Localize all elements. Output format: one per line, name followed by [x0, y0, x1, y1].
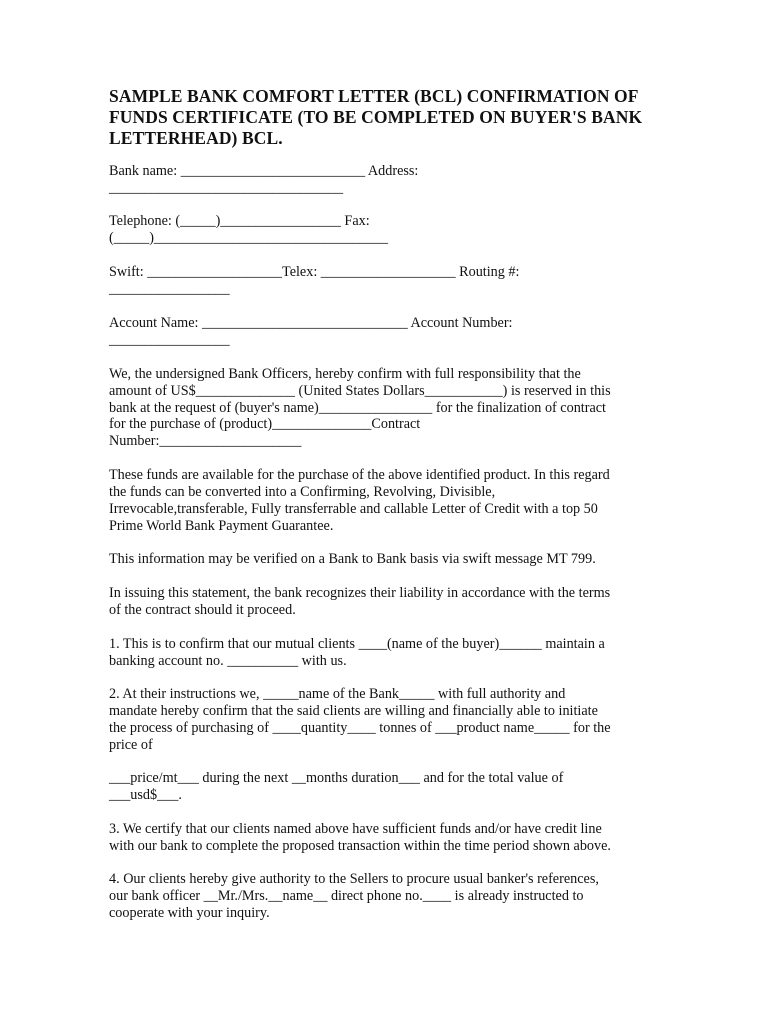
confirm-paragraph-line: We, the undersigned Bank Officers, hereby confirm with full responsibility that the: [109, 366, 581, 382]
item-2-line: price of: [109, 737, 153, 753]
routing-blank-line: _________________: [109, 281, 230, 297]
telephone-fax-line: Telephone: (_____)_________________ Fax:: [109, 213, 370, 229]
account-name-number-line: Account Name: _____________________________ Account Number:: [109, 315, 513, 331]
item-2-line: the process of purchasing of ____quantity____ tonnes of ___product name_____ for the: [109, 720, 611, 736]
confirm-paragraph-line: bank at the request of (buyer's name)________________ for the finalization of contract: [109, 400, 606, 416]
funds-paragraph-line: These funds are available for the purchase of the above identified product. In this regard: [109, 467, 610, 483]
confirm-paragraph-line: for the purchase of (product)______________Contract: [109, 416, 421, 432]
item-2-continued-line: ___usd$___.: [109, 787, 182, 803]
confirm-paragraph-line: Number:____________________: [109, 433, 302, 449]
funds-paragraph-line: Irrevocable,transferable, Fully transferrable and callable Letter of Credit with a top 50: [109, 501, 598, 517]
address-blank-line: _________________________________: [109, 180, 344, 196]
funds-paragraph-line: Prime World Bank Payment Guarantee.: [109, 518, 334, 534]
title-line: SAMPLE BANK COMFORT LETTER (BCL) CONFIRMATION OF: [109, 86, 639, 106]
item-4-line: 4. Our clients hereby give authority to the Sellers to procure usual banker's references,: [109, 871, 599, 887]
liability-paragraph-line: of the contract should it proceed.: [109, 602, 296, 618]
bank-name-address-line: Bank name: __________________________ Address:: [109, 163, 419, 179]
account-number-blank-line: _________________: [109, 332, 230, 348]
title-line: FUNDS CERTIFICATE (TO BE COMPLETED ON BUYER'S BANK: [109, 107, 643, 127]
liability-paragraph-line: In issuing this statement, the bank recognizes their liability in accordance with the terms: [109, 585, 611, 601]
item-2-line: mandate hereby confirm that the said clients are willing and financially able to initiate: [109, 703, 598, 719]
item-1-line: 1. This is to confirm that our mutual clients ____(name of the buyer)______ maintain a: [109, 636, 605, 652]
title-line: LETTERHEAD) BCL.: [109, 128, 283, 148]
item-4-line: cooperate with your inquiry.: [109, 905, 270, 921]
fax-blank-line: (_____)_________________________________: [109, 230, 389, 246]
document-title: [109, 86, 669, 149]
funds-paragraph-line: the funds can be converted into a Confirming, Revolving, Divisible,: [109, 484, 496, 500]
item-4-line: our bank officer __Mr./Mrs.__name__ direct phone no.____ is already instructed to: [109, 888, 584, 904]
confirm-paragraph-line: amount of US$______________ (United States Dollars___________) is reserved in this: [109, 383, 611, 399]
item-3-line: 3. We certify that our clients named above have sufficient funds and/or have credit line: [109, 821, 602, 837]
item-2-continued-line: ___price/mt___ during the next __months duration___ and for the total value of: [109, 770, 564, 786]
swift-telex-routing-line: Swift: ___________________Telex: ___________________ Routing #:: [109, 264, 520, 280]
item-1-line: banking account no. __________ with us.: [109, 653, 347, 669]
item-3-line: with our bank to complete the proposed transaction within the time period shown above.: [109, 838, 611, 854]
item-2-line: 2. At their instructions we, _____name of the Bank_____ with full authority and: [109, 686, 566, 702]
verify-paragraph-line: This information may be verified on a Bank to Bank basis via swift message MT 799.: [109, 551, 596, 567]
